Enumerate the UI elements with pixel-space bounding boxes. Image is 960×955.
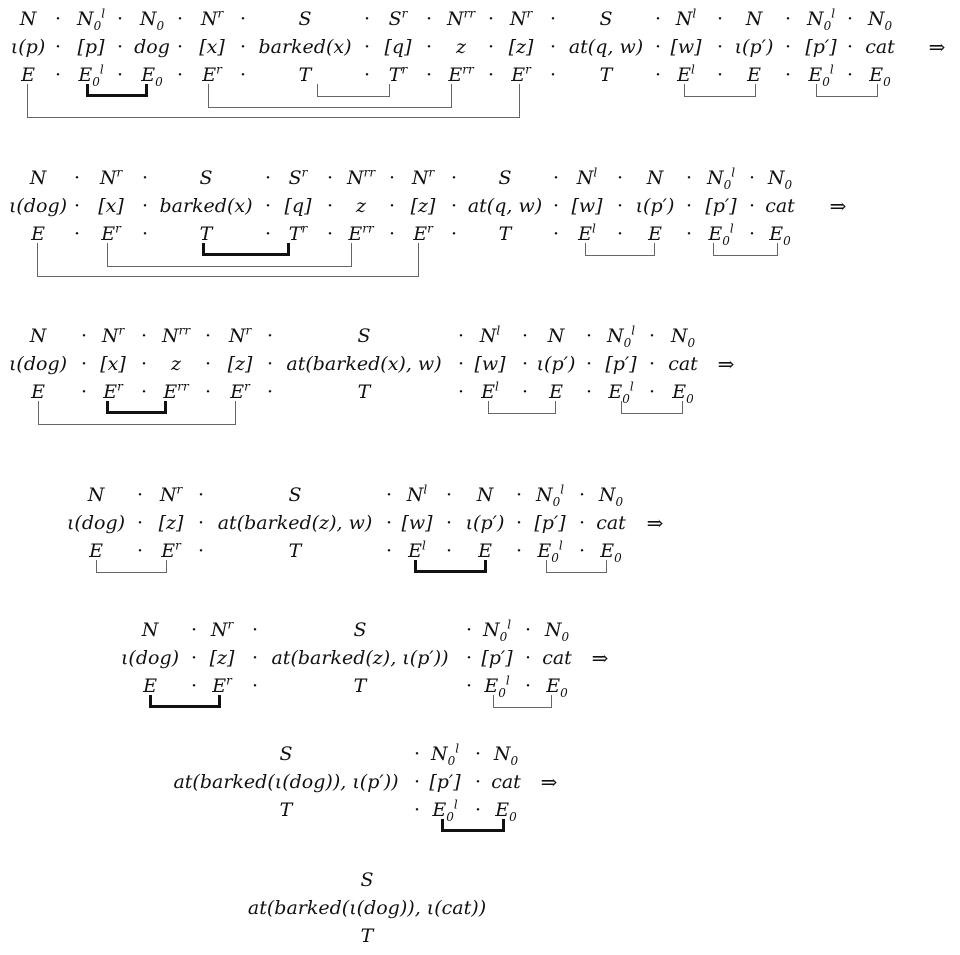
step-1-col-5-bot: T: [298, 64, 312, 86]
step-2-col-7-bot: T: [498, 223, 512, 245]
step-4-separator-dot: ·: [136, 512, 144, 534]
step-3-col-4-mid: [z]: [227, 353, 253, 375]
step-2-separator-dot: ·: [685, 223, 693, 245]
step-1-col-1-top: N: [19, 8, 37, 30]
step-3-col-8-top: $N_0^l$: [606, 323, 636, 350]
step-1-separator-dot: ·: [846, 36, 854, 58]
step-1-separator-dot: ·: [487, 64, 495, 86]
step-2-col-11-bot: $E_0$: [769, 223, 791, 248]
step-3-col-2-top: $N^r$: [101, 323, 125, 347]
step-4-col-3-mid: at(barked(z), w): [217, 512, 373, 534]
step-1-separator-dot: ·: [654, 36, 662, 58]
step-7-col-1-bot: T: [360, 925, 374, 947]
step-4-separator-dot: ·: [197, 540, 205, 562]
step-2-separator-dot: ·: [264, 167, 272, 189]
step-5-implies-arrow: ⇒: [591, 646, 609, 670]
step-5-col-5-mid: cat: [542, 647, 572, 669]
step-4-separator-dot: ·: [515, 484, 523, 506]
step-4-col-3-bot: T: [288, 540, 302, 562]
step-6-implies-arrow: ⇒: [540, 770, 558, 794]
step-5-col-2-bot: $E^r$: [212, 673, 232, 697]
step-3-col-3-bot: $E^{rr}$: [163, 379, 189, 403]
step-3-implies-arrow: ⇒: [717, 352, 735, 376]
step-5-col-5-bot: $E_0$: [546, 675, 568, 700]
step-2-separator-dot: ·: [73, 195, 81, 217]
step-3-separator-dot: ·: [457, 353, 465, 375]
step-3-separator-dot: ·: [140, 325, 148, 347]
step-4-col-6-bot: $E_0^l$: [537, 538, 563, 565]
step-3-col-9-mid: cat: [668, 353, 698, 375]
step-1-separator-dot: ·: [784, 8, 792, 30]
step-1-col-11-bot: E: [747, 64, 761, 86]
step-2-separator-dot: ·: [141, 195, 149, 217]
step-1-col-6-bot: $T^r$: [388, 62, 408, 86]
step-1-separator-dot: ·: [239, 64, 247, 86]
step-2-col-1-top: N: [29, 167, 47, 189]
step-3-separator-dot: ·: [204, 325, 212, 347]
step-2-separator-dot: ·: [264, 223, 272, 245]
step-5-link-bracket: [493, 695, 552, 708]
step-3-col-4-top: $N^r$: [228, 323, 252, 347]
step-1-separator-dot: ·: [54, 8, 62, 30]
step-1-col-6-mid: [q]: [384, 36, 412, 58]
step-2-separator-dot: ·: [748, 223, 756, 245]
step-6-separator-dot: ·: [474, 799, 482, 821]
step-2-separator-dot: ·: [685, 167, 693, 189]
step-2-separator-dot: ·: [552, 195, 560, 217]
step-5-separator-dot: ·: [524, 647, 532, 669]
step-1-separator-dot: ·: [549, 8, 557, 30]
step-4-col-4-mid: [w]: [401, 512, 433, 534]
step-6-col-2-mid: [p′]: [429, 771, 461, 793]
step-4-separator-dot: ·: [578, 484, 586, 506]
step-2-link-bracket: [713, 243, 778, 256]
step-1-separator-dot: ·: [176, 64, 184, 86]
step-1-col-1-bot: E: [21, 64, 35, 86]
step-1-separator-dot: ·: [487, 36, 495, 58]
step-3-col-1-top: N: [29, 325, 47, 347]
step-5-separator-dot: ·: [190, 647, 198, 669]
step-1-link-bracket: [27, 84, 520, 118]
step-2-col-9-mid: ι(p′): [635, 195, 675, 217]
step-2-col-10-mid: [p′]: [705, 195, 737, 217]
step-3-separator-dot: ·: [648, 381, 656, 403]
step-3-separator-dot: ·: [521, 381, 529, 403]
step-2-col-8-bot: $E^l$: [578, 221, 596, 245]
step-1-col-4-top: $N^r$: [200, 6, 224, 30]
step-6-col-1-top: S: [279, 743, 293, 765]
step-2-separator-dot: ·: [73, 167, 81, 189]
step-5-col-4-mid: [p′]: [481, 647, 513, 669]
step-5-separator-dot: ·: [190, 619, 198, 641]
step-6-col-2-bot: $E_0^l$: [432, 797, 458, 824]
step-5-separator-dot: ·: [251, 675, 259, 697]
step-2-col-4-mid: [q]: [284, 195, 312, 217]
step-3-col-8-mid: [p′]: [605, 353, 637, 375]
step-2-col-9-top: N: [646, 167, 664, 189]
step-3-separator-dot: ·: [266, 325, 274, 347]
step-3-separator-dot: ·: [585, 381, 593, 403]
step-2-col-6-mid: [z]: [410, 195, 436, 217]
step-4-separator-dot: ·: [197, 512, 205, 534]
step-1-separator-dot: ·: [363, 64, 371, 86]
step-6-col-2-top: $N_0^l$: [430, 741, 460, 768]
step-1-separator-dot: ·: [176, 8, 184, 30]
step-4-separator-dot: ·: [136, 484, 144, 506]
step-1-separator-dot: ·: [846, 8, 854, 30]
step-1-col-7-mid: z: [455, 36, 467, 58]
step-1-col-9-mid: at(q, w): [568, 36, 644, 58]
step-1-col-5-mid: barked(x): [258, 36, 352, 58]
step-1-col-7-bot: $E^{rr}$: [448, 62, 474, 86]
step-3-link-bracket: [488, 401, 556, 414]
step-4-separator-dot: ·: [136, 540, 144, 562]
step-1-col-11-top: N: [745, 8, 763, 30]
step-4-separator-dot: ·: [578, 540, 586, 562]
step-3-col-6-mid: [w]: [474, 353, 506, 375]
step-1-col-4-bot: $E^r$: [202, 62, 222, 86]
step-6-separator-dot: ·: [413, 743, 421, 765]
step-3-col-3-top: $N^{rr}$: [161, 323, 191, 347]
step-5-col-4-bot: $E_0^l$: [484, 673, 510, 700]
step-4-col-7-mid: cat: [596, 512, 626, 534]
step-4-separator-dot: ·: [445, 540, 453, 562]
step-4-col-5-mid: ι(p′): [465, 512, 505, 534]
step-4-separator-dot: ·: [445, 512, 453, 534]
step-1-col-11-mid: ι(p′): [734, 36, 774, 58]
step-1-separator-dot: ·: [363, 8, 371, 30]
step-3-separator-dot: ·: [457, 381, 465, 403]
step-3-col-4-bot: $E^r$: [230, 379, 250, 403]
step-2-col-2-top: $N^r$: [99, 165, 123, 189]
step-2-col-7-top: S: [498, 167, 512, 189]
step-2-separator-dot: ·: [388, 195, 396, 217]
step-1-col-2-bot: $E_0^l$: [78, 62, 104, 89]
step-2-separator-dot: ·: [552, 223, 560, 245]
step-2-separator-dot: ·: [748, 167, 756, 189]
step-7-col-1-top: S: [360, 869, 374, 891]
step-1-col-7-top: $N^{rr}$: [446, 6, 476, 30]
step-5-col-4-top: $N_0^l$: [482, 617, 512, 644]
step-3-col-5-bot: T: [357, 381, 371, 403]
step-3-separator-dot: ·: [266, 381, 274, 403]
step-2-separator-dot: ·: [264, 195, 272, 217]
step-3-col-8-bot: $E_0^l$: [608, 379, 634, 406]
step-2-separator-dot: ·: [616, 167, 624, 189]
step-3-col-9-bot: $E_0$: [672, 381, 694, 406]
step-4-col-4-bot: $E^l$: [408, 538, 426, 562]
step-1-separator-dot: ·: [116, 64, 124, 86]
step-1-separator-dot: ·: [425, 36, 433, 58]
step-1-col-4-mid: [x]: [199, 36, 225, 58]
step-4-col-1-mid: ι(dog): [66, 512, 126, 534]
step-2-separator-dot: ·: [141, 167, 149, 189]
step-1-link-bracket: [816, 84, 878, 97]
step-1-separator-dot: ·: [487, 8, 495, 30]
step-4-reduction-bracket: [414, 560, 487, 573]
step-1-separator-dot: ·: [549, 36, 557, 58]
step-2-separator-dot: ·: [326, 223, 334, 245]
step-5-reduction-bracket: [149, 695, 221, 708]
step-4-col-1-top: N: [87, 484, 105, 506]
step-5-col-1-top: N: [141, 619, 159, 641]
step-2-implies-arrow: ⇒: [829, 194, 847, 218]
step-2-link-bracket: [585, 243, 655, 256]
step-2-link-bracket: [37, 243, 419, 277]
step-1-separator-dot: ·: [654, 64, 662, 86]
step-5-separator-dot: ·: [524, 619, 532, 641]
step-4-col-5-bot: E: [478, 540, 492, 562]
step-4-col-2-top: $N^r$: [159, 482, 183, 506]
step-4-separator-dot: ·: [515, 540, 523, 562]
step-3-separator-dot: ·: [585, 353, 593, 375]
step-1-link-bracket: [684, 84, 756, 97]
step-1-separator-dot: ·: [846, 64, 854, 86]
step-4-separator-dot: ·: [197, 484, 205, 506]
step-1-col-8-bot: $E^r$: [511, 62, 531, 86]
step-2-col-1-bot: E: [31, 223, 45, 245]
step-3-separator-dot: ·: [80, 381, 88, 403]
step-4-col-1-bot: E: [89, 540, 103, 562]
step-3-separator-dot: ·: [204, 381, 212, 403]
step-4-separator-dot: ·: [385, 484, 393, 506]
step-2-separator-dot: ·: [616, 223, 624, 245]
step-2-separator-dot: ·: [388, 167, 396, 189]
step-2-col-8-mid: [w]: [571, 195, 603, 217]
step-3-link-bracket: [38, 401, 236, 425]
step-3-separator-dot: ·: [80, 353, 88, 375]
step-2-col-5-top: $N^{rr}$: [346, 165, 376, 189]
step-4-separator-dot: ·: [385, 540, 393, 562]
step-2-separator-dot: ·: [73, 223, 81, 245]
step-1-col-9-top: S: [599, 8, 613, 30]
step-3-col-2-bot: $E^r$: [103, 379, 123, 403]
step-1-col-10-bot: $E^l$: [677, 62, 695, 86]
step-2-col-6-bot: $E^r$: [413, 221, 433, 245]
step-6-separator-dot: ·: [413, 771, 421, 793]
step-3-separator-dot: ·: [140, 353, 148, 375]
step-2-col-3-mid: barked(x): [159, 195, 253, 217]
step-4-col-6-top: $N_0^l$: [535, 482, 565, 509]
step-4-col-5-top: N: [476, 484, 494, 506]
step-2-separator-dot: ·: [326, 167, 334, 189]
step-6-separator-dot: ·: [474, 743, 482, 765]
step-6-separator-dot: ·: [474, 771, 482, 793]
step-3-link-bracket: [621, 401, 683, 414]
step-4-col-2-mid: [z]: [158, 512, 184, 534]
step-3-col-7-mid: ι(p′): [536, 353, 576, 375]
step-2-col-4-top: $S^r$: [288, 165, 308, 189]
step-3-separator-dot: ·: [521, 325, 529, 347]
step-2-col-11-mid: cat: [765, 195, 795, 217]
step-3-separator-dot: ·: [648, 353, 656, 375]
step-1-separator-dot: ·: [784, 64, 792, 86]
step-2-separator-dot: ·: [450, 167, 458, 189]
step-2-separator-dot: ·: [616, 195, 624, 217]
step-2-separator-dot: ·: [685, 195, 693, 217]
step-1-col-13-mid: cat: [865, 36, 895, 58]
step-1-col-13-top: $N_0$: [867, 8, 893, 33]
step-2-col-8-top: $N^l$: [576, 165, 598, 189]
step-4-separator-dot: ·: [445, 484, 453, 506]
step-2-col-4-bot: $T^r$: [288, 221, 308, 245]
step-2-separator-dot: ·: [748, 195, 756, 217]
step-5-col-3-mid: at(barked(z), ι(p′)): [271, 647, 449, 669]
step-3-col-1-mid: ι(dog): [8, 353, 68, 375]
step-1-separator-dot: ·: [54, 64, 62, 86]
step-2-col-7-mid: at(q, w): [467, 195, 543, 217]
step-2-col-2-mid: [x]: [98, 195, 124, 217]
step-4-separator-dot: ·: [385, 512, 393, 534]
step-2-col-10-top: $N_0^l$: [706, 165, 736, 192]
step-3-col-7-bot: E: [549, 381, 563, 403]
step-2-separator-dot: ·: [450, 195, 458, 217]
step-3-col-5-top: S: [357, 325, 371, 347]
step-5-separator-dot: ·: [251, 647, 259, 669]
step-1-separator-dot: ·: [716, 8, 724, 30]
step-2-col-5-bot: $E^{rr}$: [348, 221, 374, 245]
step-7-col-1-mid: at(barked(ι(dog)), ι(cat)): [247, 897, 487, 919]
step-6-col-1-bot: T: [279, 799, 293, 821]
step-1-separator-dot: ·: [425, 8, 433, 30]
step-2-col-11-top: $N_0$: [767, 167, 793, 192]
step-2-col-6-top: $N^r$: [411, 165, 435, 189]
step-1-col-13-bot: $E_0$: [869, 64, 891, 89]
step-2-col-3-top: S: [199, 167, 213, 189]
step-4-col-7-bot: $E_0$: [600, 540, 622, 565]
step-5-separator-dot: ·: [465, 647, 473, 669]
step-3-separator-dot: ·: [457, 325, 465, 347]
step-4-col-6-mid: [p′]: [534, 512, 566, 534]
step-4-col-7-top: $N_0$: [598, 484, 624, 509]
step-1-separator-dot: ·: [716, 36, 724, 58]
step-1-col-12-top: $N_0^l$: [806, 6, 836, 33]
step-5-col-1-bot: E: [143, 675, 157, 697]
step-1-separator-dot: ·: [116, 36, 124, 58]
step-1-col-3-top: $N_0$: [139, 8, 165, 33]
step-2-separator-dot: ·: [388, 223, 396, 245]
step-4-col-2-bot: $E^r$: [161, 538, 181, 562]
step-2-separator-dot: ·: [326, 195, 334, 217]
step-3-separator-dot: ·: [266, 353, 274, 375]
step-5-col-1-mid: ι(dog): [120, 647, 180, 669]
step-1-separator-dot: ·: [116, 8, 124, 30]
step-4-col-3-top: S: [288, 484, 302, 506]
step-1-col-2-mid: [p]: [77, 36, 105, 58]
step-4-implies-arrow: ⇒: [646, 511, 664, 535]
step-1-col-5-top: S: [298, 8, 312, 30]
step-3-col-9-top: $N_0$: [670, 325, 696, 350]
step-6-col-3-mid: cat: [491, 771, 521, 793]
step-5-separator-dot: ·: [465, 675, 473, 697]
step-2-col-10-bot: $E_0^l$: [708, 221, 734, 248]
step-5-col-5-top: $N_0$: [544, 619, 570, 644]
step-1-col-3-bot: $E_0$: [141, 64, 163, 89]
step-4-separator-dot: ·: [515, 512, 523, 534]
step-3-separator-dot: ·: [140, 381, 148, 403]
step-3-separator-dot: ·: [521, 353, 529, 375]
step-6-separator-dot: ·: [413, 799, 421, 821]
step-5-col-3-top: S: [353, 619, 367, 641]
step-4-link-bracket: [546, 560, 607, 573]
step-1-separator-dot: ·: [549, 64, 557, 86]
step-1-separator-dot: ·: [654, 8, 662, 30]
step-6-col-3-top: $N_0$: [493, 743, 519, 768]
step-1-separator-dot: ·: [363, 36, 371, 58]
step-1-separator-dot: ·: [54, 36, 62, 58]
step-1-implies-arrow: ⇒: [928, 35, 946, 59]
step-3-col-5-mid: at(barked(x), w): [286, 353, 442, 375]
step-2-col-3-bot: T: [199, 223, 213, 245]
step-5-separator-dot: ·: [465, 619, 473, 641]
step-1-col-1-mid: ι(p): [10, 36, 46, 58]
step-1-separator-dot: ·: [176, 36, 184, 58]
step-3-col-3-mid: z: [170, 353, 182, 375]
step-1-col-8-top: $N^r$: [509, 6, 533, 30]
step-1-col-9-bot: T: [599, 64, 613, 86]
step-4-link-bracket: [96, 560, 167, 573]
step-1-col-2-top: $N_0^l$: [76, 6, 106, 33]
step-1-col-12-mid: [p′]: [805, 36, 837, 58]
step-5-separator-dot: ·: [251, 619, 259, 641]
step-3-col-6-bot: $E^l$: [481, 379, 499, 403]
step-4-col-4-top: $N^l$: [406, 482, 428, 506]
step-3-separator-dot: ·: [585, 325, 593, 347]
step-3-col-7-top: N: [547, 325, 565, 347]
step-3-separator-dot: ·: [204, 353, 212, 375]
step-2-separator-dot: ·: [450, 223, 458, 245]
step-1-col-3-mid: dog: [134, 36, 170, 58]
step-2-col-9-bot: E: [648, 223, 662, 245]
step-1-separator-dot: ·: [239, 8, 247, 30]
step-6-col-3-bot: $E_0$: [495, 799, 517, 824]
step-3-col-2-mid: [x]: [100, 353, 126, 375]
step-1-col-10-mid: [w]: [670, 36, 702, 58]
step-1-col-6-top: $S^r$: [388, 6, 408, 30]
step-5-col-2-mid: [z]: [209, 647, 235, 669]
step-2-col-2-bot: $E^r$: [101, 221, 121, 245]
step-1-separator-dot: ·: [716, 64, 724, 86]
step-6-reduction-bracket: [441, 819, 505, 832]
step-3-separator-dot: ·: [648, 325, 656, 347]
step-1-col-10-top: $N^l$: [675, 6, 697, 30]
step-1-separator-dot: ·: [239, 36, 247, 58]
step-3-separator-dot: ·: [80, 325, 88, 347]
step-5-col-2-top: $N^r$: [210, 617, 234, 641]
step-6-col-1-mid: at(barked(ι(dog)), ι(p′)): [173, 771, 399, 793]
step-1-separator-dot: ·: [784, 36, 792, 58]
step-5-col-3-bot: T: [353, 675, 367, 697]
step-1-col-8-mid: [z]: [508, 36, 534, 58]
step-1-col-12-bot: $E_0^l$: [808, 62, 834, 89]
step-2-separator-dot: ·: [552, 167, 560, 189]
step-4-separator-dot: ·: [578, 512, 586, 534]
step-5-separator-dot: ·: [190, 675, 198, 697]
step-2-col-1-mid: ι(dog): [8, 195, 68, 217]
step-3-col-1-bot: E: [31, 381, 45, 403]
step-2-col-5-mid: z: [355, 195, 367, 217]
step-2-separator-dot: ·: [141, 223, 149, 245]
step-1-separator-dot: ·: [425, 64, 433, 86]
step-3-col-6-top: $N^l$: [479, 323, 501, 347]
step-5-separator-dot: ·: [524, 675, 532, 697]
